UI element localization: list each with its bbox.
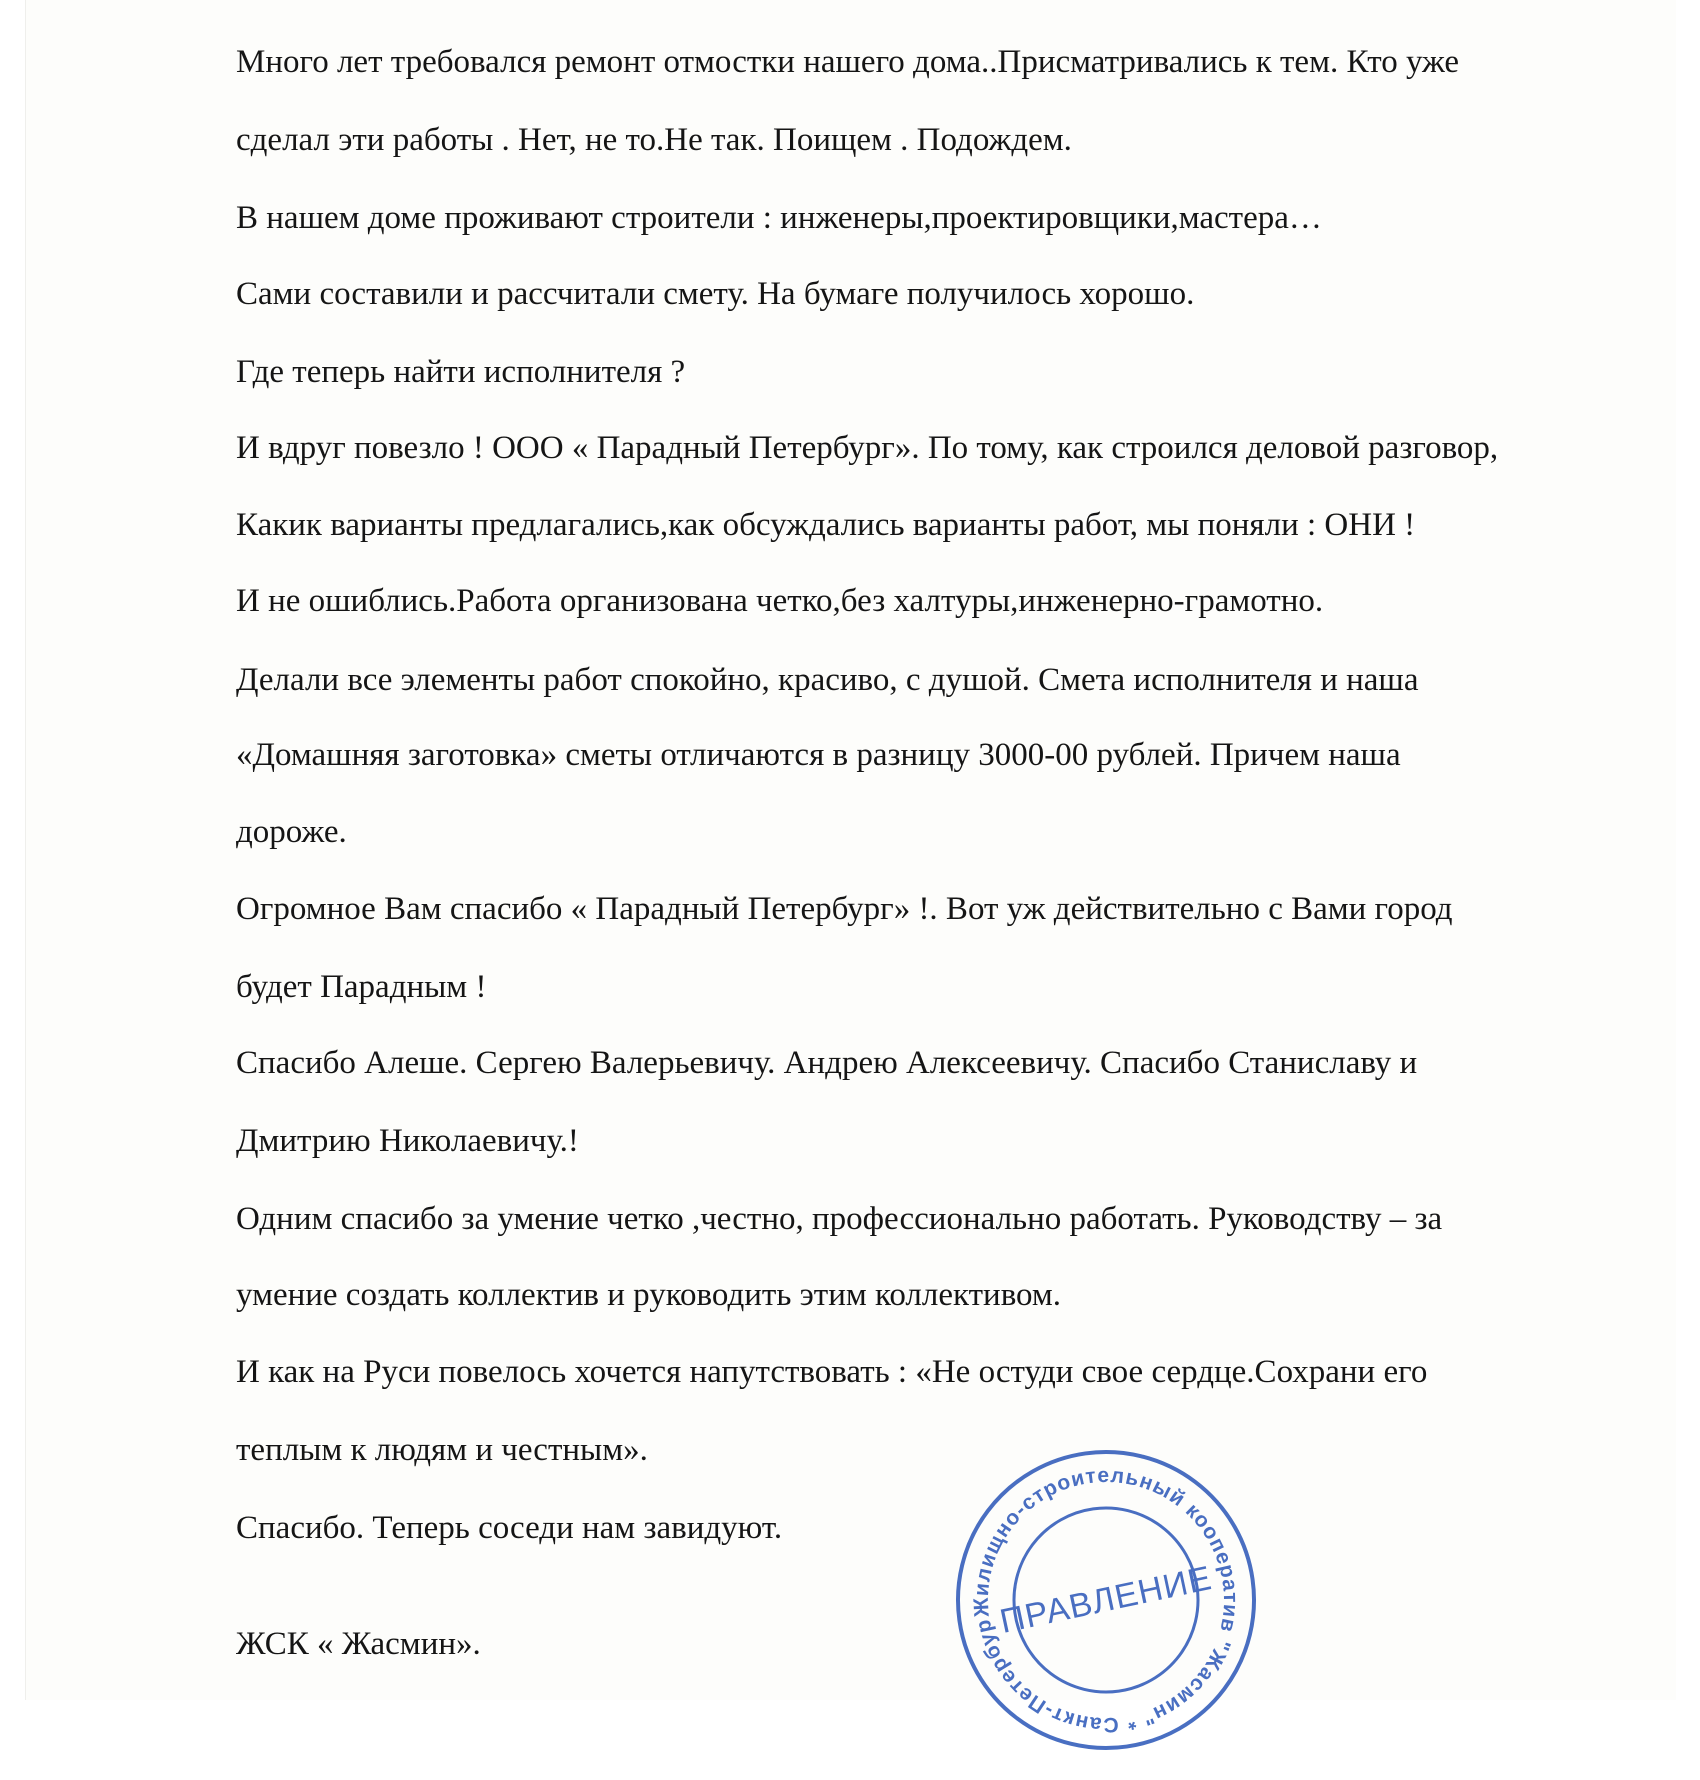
letter-line: сделал эти работы . Нет, не то.Не так. Поищем . Подождем. [236,122,1072,158]
letter-line: И вдруг повезло ! ООО « Парадный Петербург». По тому, как строился деловой разговор, [236,430,1499,466]
letter-line: Какик варианты предлагались,как обсуждались варианты работ, мы поняли : ОНИ ! [236,507,1416,543]
seal-center-text: ПРАВЛЕНИЕ [996,1559,1216,1641]
letter-line: Одним спасибо за умение четко ,честно, профессионально работать. Руководству – за [236,1201,1443,1237]
letter-line: И как на Руси повелось хочется напутствовать : «Не остуди свое сердце.Сохрани его [236,1354,1428,1390]
letter-line: будет Парадным ! [236,969,487,1005]
letter-line: Сами составили и рассчитали смету. На бумаге получилось хорошо. [236,276,1195,312]
letter-line: Огромное Вам спасибо « Парадный Петербург» !. Вот уж действительно с Вами город [236,891,1453,927]
letter-line: Спасибо. Теперь соседи нам завидуют. [236,1510,783,1546]
letter-line: И не ошиблись.Работа организована четко,без халтуры,инженерно-грамотно. [236,583,1324,619]
letter-line: дороже. [236,814,347,850]
seal-ring-text: Жилищно-строительный кооператив "Жасмин" * Санкт-Петербург * [930,1449,1243,1737]
letter-line: Делали все элементы работ спокойно, красиво, с душой. Смета исполнителя и наша [236,662,1419,698]
letter-line: «Домашняя заготовка» сметы отличаются в разницу 3000-00 рублей. Причем наша [236,737,1401,773]
letter-line: умение создать коллектив и руководить этим коллективом. [236,1277,1062,1313]
document-page [25,0,1676,1737]
round-seal [931,1425,1281,1775]
letter-line: теплым к людям и честным». [236,1432,648,1468]
letter-signature: ЖСК « Жасмин». [236,1626,481,1662]
letter-line: Дмитрию Николаевичу.! [236,1123,579,1159]
letter-line: Где теперь найти исполнителя ? [236,354,686,390]
letter-line: Много лет требовался ремонт отмостки нашего дома..Присматривались к тем. Кто уже [236,44,1460,80]
letter-line: Спасибо Алеше. Сергею Валерьевичу. Андрею Алексеевичу. Спасибо Станиславу и [236,1045,1418,1081]
letter-line: В нашем доме проживают строители : инженеры,проектировщики,мастера… [236,200,1322,236]
